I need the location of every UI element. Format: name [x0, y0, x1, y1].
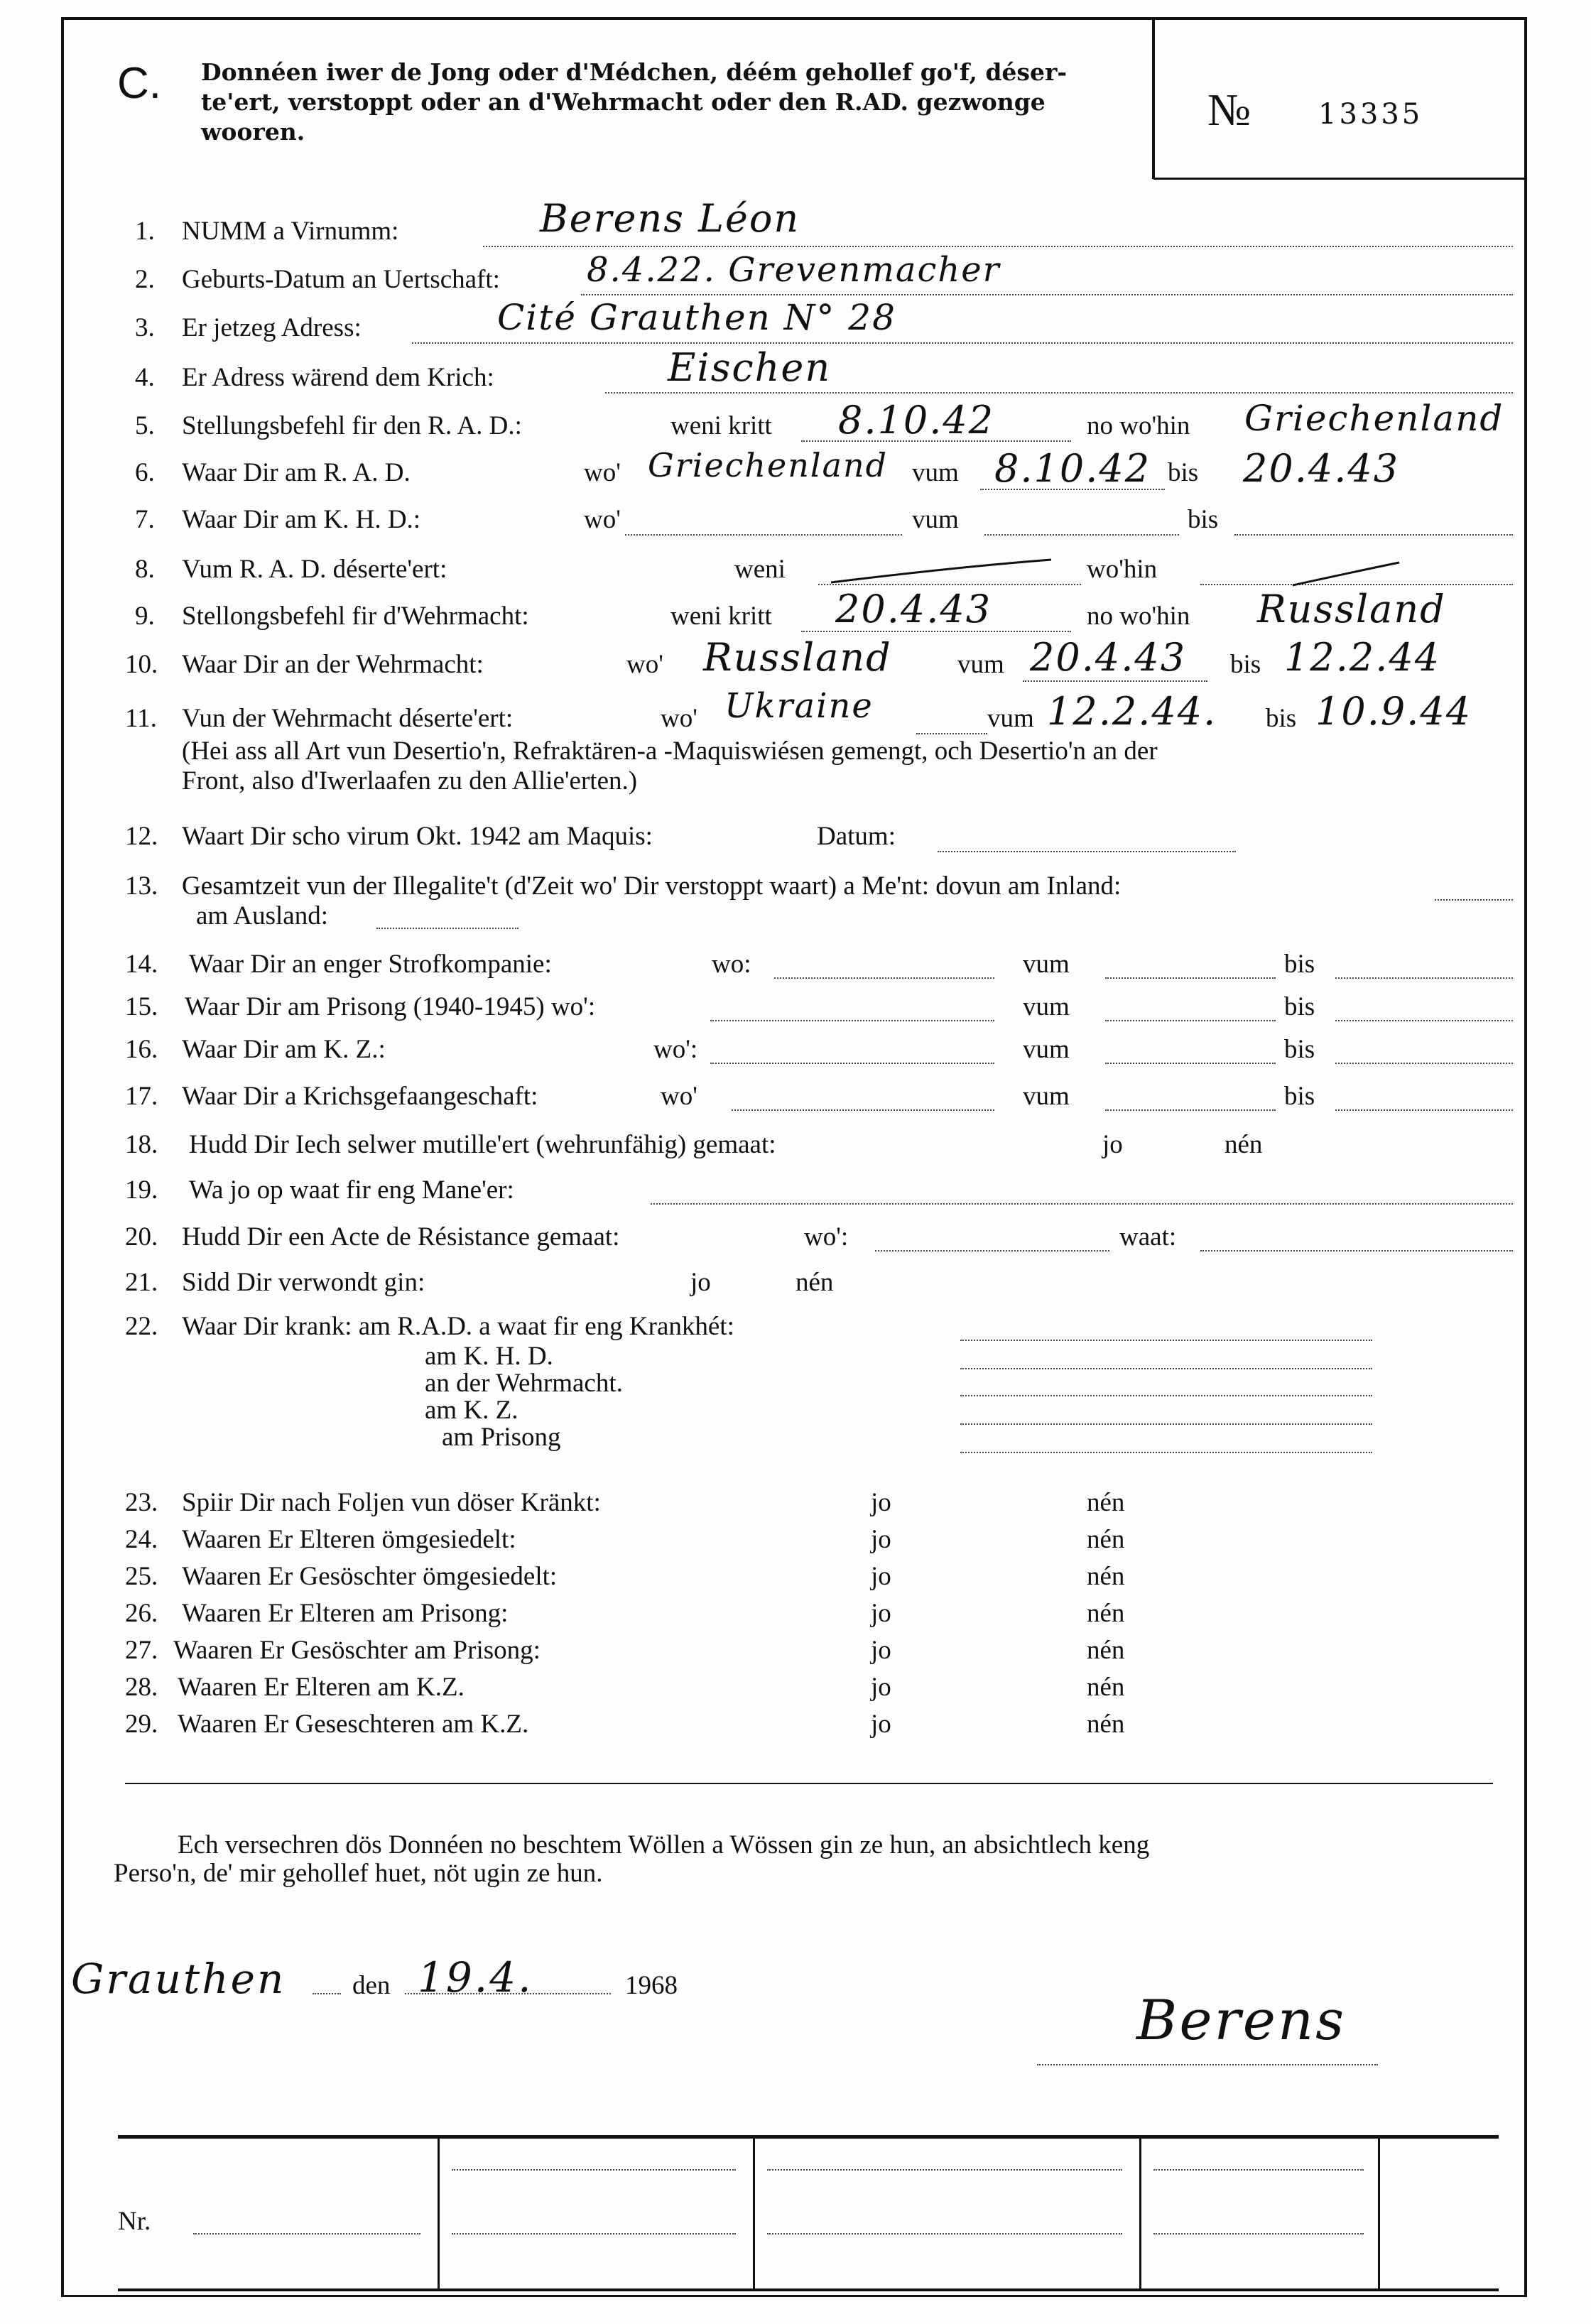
sick-sub4: am Prisong — [442, 1423, 561, 1452]
row-label: Er Adress wärend dem Krich: — [182, 363, 494, 392]
row-label: Waar Dir krank: am R.A.D. a waat fir eng Krankhét: — [182, 1312, 734, 1341]
row-number: 10. — [125, 650, 158, 679]
to-label: bis — [1284, 1082, 1315, 1111]
row-label: Waar Dir am K. Z.: — [182, 1035, 386, 1064]
yes-option: jo — [871, 1599, 891, 1628]
where-label: wo'hin — [1087, 555, 1158, 584]
row-dotted-line — [875, 1250, 1109, 1251]
row-dotted-line — [1200, 1250, 1513, 1251]
wehrmacht-place-handwritten: Russland — [703, 635, 892, 680]
wehrmacht-order-date-handwritten: 20.4.43 — [835, 587, 992, 631]
signature: Berens — [1136, 1989, 1347, 2053]
row-number: 2. — [135, 265, 155, 294]
row-dotted-line — [1105, 1063, 1276, 1064]
footer-dotted-line — [452, 2169, 736, 2171]
row-dotted-line — [1105, 977, 1276, 979]
row-label: Waar Dir an der Wehrmacht: — [182, 650, 484, 679]
row11-note-line2: Front, also d'Iwerlaafen zu den Allie'erten.) — [182, 766, 638, 796]
row-label: Vum R. A. D. déserte'ert: — [182, 555, 447, 584]
footer-dotted-line — [767, 2169, 1122, 2171]
row-dotted-line — [1023, 680, 1207, 682]
from-label: vum — [1023, 950, 1070, 979]
row-dotted-line — [605, 392, 1513, 393]
yes-option: jo — [871, 1525, 891, 1554]
date-label: Datum: — [817, 822, 896, 851]
row-dotted-line — [710, 1063, 994, 1064]
row-dotted-line — [376, 928, 518, 929]
row-number: 25. — [125, 1562, 158, 1591]
row-label: Er jetzeg Adress: — [182, 313, 362, 342]
place-dotted-line — [313, 1993, 341, 1994]
wehrmacht-to-handwritten: 12.2.44 — [1284, 635, 1441, 680]
row-dotted-line — [960, 1452, 1372, 1453]
where-label: wo' — [661, 1082, 697, 1111]
when-label: weni kritt — [670, 411, 772, 440]
row-number: 4. — [135, 363, 155, 392]
row-number: 24. — [125, 1525, 158, 1554]
row-label: Waaren Er Gesöschter am Prisong: — [173, 1636, 541, 1665]
date-handwritten: 19.4. — [418, 1953, 533, 2002]
from-label: vum — [1023, 992, 1070, 1021]
no-option: nén — [1087, 1673, 1125, 1702]
row-number: 27. — [125, 1636, 158, 1665]
from-label: vum — [957, 650, 1004, 679]
rad-order-place-handwritten: Griechenland — [1244, 398, 1504, 439]
row-dotted-line — [625, 534, 902, 536]
row-label: Waar Dir am R. A. D. — [182, 458, 411, 487]
row-number: 16. — [125, 1035, 158, 1064]
row-number: 9. — [135, 602, 155, 631]
row-dotted-line — [1335, 1020, 1513, 1021]
yes-option: jo — [871, 1488, 891, 1517]
row-dotted-line — [651, 1203, 1513, 1205]
year: 1968 — [625, 1971, 678, 2000]
where-label: wo': — [653, 1035, 698, 1064]
abroad-label: am Ausland: — [196, 901, 329, 930]
row-number: 5. — [135, 411, 155, 440]
row-dotted-line — [984, 534, 1179, 536]
no-option: nén — [1087, 1599, 1125, 1628]
wehrmacht-order-place-handwritten: Russland — [1257, 587, 1446, 631]
row-label: Waaren Er Elteren am K.Z. — [178, 1673, 465, 1702]
row-label: Wa jo op waat fir eng Mane'er: — [189, 1175, 514, 1205]
row-dotted-line — [581, 294, 1513, 295]
row-number: 11. — [125, 704, 157, 733]
rad-from-handwritten: 8.10.42 — [994, 446, 1151, 491]
row-dotted-line — [732, 1109, 994, 1111]
row-dotted-line — [774, 977, 994, 979]
row-dotted-line — [1435, 899, 1513, 901]
footer-dotted-line — [1153, 2169, 1364, 2171]
row-number: 15. — [125, 992, 158, 1021]
no-option: nén — [796, 1268, 834, 1297]
row-number: 14. — [125, 950, 158, 979]
row-dotted-line — [1335, 1063, 1513, 1064]
where-label: wo': — [804, 1222, 849, 1251]
row-dotted-line — [412, 342, 1513, 344]
from-label: vum — [1023, 1035, 1070, 1064]
row-dotted-line — [960, 1395, 1372, 1396]
what-label: waat: — [1119, 1222, 1177, 1251]
row-label: Hudd Dir een Acte de Résistance gemaat: — [182, 1222, 620, 1251]
where-label: wo: — [712, 950, 751, 979]
section-letter: C. — [117, 59, 161, 108]
row-dotted-line — [710, 1020, 994, 1021]
rad-place-handwritten: Griechenland — [648, 446, 889, 484]
no-option: nén — [1087, 1710, 1125, 1739]
birth-handwritten: 8.4.22. Grevenmacher — [587, 250, 1001, 290]
footer-dotted-line — [767, 2233, 1122, 2235]
no-option: nén — [1087, 1562, 1125, 1591]
row-label: Waaren Er Elteren am Prisong: — [182, 1599, 509, 1628]
row-number: 20. — [125, 1222, 158, 1251]
rad-to-handwritten: 20.4.43 — [1243, 446, 1400, 491]
row-number: 13. — [125, 872, 158, 901]
address-handwritten: Cité Grauthen N° 28 — [497, 297, 896, 338]
from-label: vum — [987, 704, 1034, 733]
no-option: nén — [1087, 1525, 1125, 1554]
header-title-line1: Donnéen iwer de Jong oder d'Médchen, déém gehollef go'f, déser- — [201, 58, 1068, 86]
row-dotted-line — [916, 733, 987, 734]
number-symbol: № — [1207, 85, 1251, 135]
row-number: 6. — [135, 458, 155, 487]
row-label: Waar Dir am Prisong (1940-1945) wo': — [185, 992, 596, 1021]
row-label: Vun der Wehrmacht déserte'ert: — [182, 704, 514, 733]
yes-option: jo — [871, 1710, 891, 1739]
yes-option: jo — [871, 1636, 891, 1665]
row-label: Waaren Er Elteren ömgesiedelt: — [182, 1525, 516, 1554]
header-divider — [1152, 17, 1155, 179]
row-dotted-line — [1105, 1020, 1276, 1021]
row-label: Waaren Er Geseschteren am K.Z. — [178, 1710, 529, 1739]
form-number: 13335 — [1318, 98, 1423, 131]
to-label: bis — [1266, 704, 1297, 733]
to-label: bis — [1168, 458, 1199, 487]
row-label: Geburts-Datum an Uertschaft: — [182, 265, 500, 294]
yes-option: jo — [690, 1268, 711, 1297]
row-label: Waaren Er Gesöschter ömgesiedelt: — [182, 1562, 558, 1591]
desertion-from-handwritten: 12.2.44. — [1047, 689, 1217, 734]
row-dotted-line — [960, 1368, 1372, 1369]
desertion-place-handwritten: Ukraine — [724, 686, 874, 726]
sick-sub3: am K. Z. — [425, 1396, 518, 1425]
declaration-line1: Ech versechren dös Donnéen no beschtem Wöllen a Wössen gin ze hun, an absichtlech keng — [178, 1830, 1150, 1859]
yes-option: jo — [871, 1562, 891, 1591]
row-label: Waar Dir a Krichsgefaangeschaft: — [182, 1082, 538, 1111]
row-label: NUMM a Virnumm: — [182, 217, 399, 246]
row-number: 26. — [125, 1599, 158, 1628]
row-dotted-line — [1335, 1109, 1513, 1111]
war-address-handwritten: Eischen — [668, 345, 832, 390]
sick-sub1: am K. H. D. — [425, 1342, 553, 1371]
to-label: bis — [1284, 950, 1315, 979]
rad-order-date-handwritten: 8.10.42 — [838, 398, 995, 442]
to-label: bis — [1284, 1035, 1315, 1064]
row-label: Sidd Dir verwondt gin: — [182, 1268, 425, 1297]
row-number: 28. — [125, 1673, 158, 1702]
row-dotted-line — [960, 1340, 1372, 1341]
row-number: 8. — [135, 555, 155, 584]
row-dotted-line — [1105, 1109, 1276, 1111]
desertion-to-handwritten: 10.9.44 — [1315, 689, 1472, 734]
no-option: nén — [1225, 1130, 1263, 1159]
where-label: no wo'hin — [1087, 602, 1190, 631]
footer-dotted-line — [193, 2233, 420, 2235]
row-label: Stellongsbefehl fir d'Wehrmacht: — [182, 602, 529, 631]
row-number: 21. — [125, 1268, 158, 1297]
section-separator — [125, 1783, 1493, 1784]
row-number: 18. — [125, 1130, 158, 1159]
to-label: bis — [1284, 992, 1315, 1021]
row-label: Spiir Dir nach Foljen vun döser Kränkt: — [182, 1488, 601, 1517]
row-label: Hudd Dir Iech selwer mutille'ert (wehrunfähig) gemaat: — [189, 1130, 776, 1159]
no-option: nén — [1087, 1488, 1125, 1517]
header-number-underline — [1153, 178, 1527, 180]
sick-sub2: an der Wehrmacht. — [425, 1369, 623, 1398]
wehrmacht-from-handwritten: 20.4.43 — [1030, 635, 1187, 680]
where-label: wo' — [661, 704, 697, 733]
no-option: nén — [1087, 1636, 1125, 1665]
header-title-line2: te'ert, verstoppt oder an d'Wehrmacht oder den R.AD. gezwonge — [201, 88, 1046, 116]
from-label: vum — [912, 458, 959, 487]
place-handwritten: Grauthen — [71, 1955, 286, 2003]
row-number: 29. — [125, 1710, 158, 1739]
where-label: wo' — [584, 505, 621, 534]
den-label: den — [352, 1971, 391, 2000]
footer-dotted-line — [1153, 2233, 1364, 2235]
header-title-line3: wooren. — [201, 118, 305, 146]
to-label: bis — [1230, 650, 1261, 679]
row-number: 3. — [135, 313, 155, 342]
footer-dotted-line — [452, 2233, 736, 2235]
where-label: wo' — [626, 650, 663, 679]
footer-col-divider — [753, 2138, 755, 2290]
from-label: vum — [912, 505, 959, 534]
footer-col-divider — [1378, 2138, 1380, 2290]
footer-bottom-rule — [118, 2288, 1499, 2291]
row-label: Gesamtzeit vun der Illegalite't (d'Zeit wo' Dir verstoppt waart) a Me'nt: dovun am Inland: — [182, 872, 1122, 901]
yes-option: jo — [871, 1673, 891, 1702]
name-handwritten: Berens Léon — [540, 196, 800, 241]
row-dotted-line — [938, 851, 1236, 852]
row-label: Stellungsbefehl fir den R. A. D.: — [182, 411, 522, 440]
row-dotted-line — [960, 1423, 1372, 1425]
when-label: weni kritt — [670, 602, 772, 631]
row-number: 1. — [135, 217, 155, 246]
row11-note-line1: (Hei ass all Art vun Desertio'n, Refraktären-a -Maquiswiésen gemengt, och Desertio'n an der — [182, 737, 1158, 766]
from-label: vum — [1023, 1082, 1070, 1111]
footer-col-divider — [438, 2138, 440, 2290]
row-number: 23. — [125, 1488, 158, 1517]
row-number: 12. — [125, 822, 158, 851]
signature-line — [1037, 2064, 1378, 2065]
where-label: no wo'hin — [1087, 411, 1190, 440]
row-number: 22. — [125, 1312, 158, 1341]
row-number: 17. — [125, 1082, 158, 1111]
row-label: Waar Dir am K. H. D.: — [182, 505, 421, 534]
when-label: weni — [734, 555, 786, 584]
row-label: Waart Dir scho virum Okt. 1942 am Maquis: — [182, 822, 653, 851]
to-label: bis — [1188, 505, 1219, 534]
yes-option: jo — [1102, 1130, 1123, 1159]
declaration-line2: Perso'n, de' mir gehollef huet, nöt ugin ze hun. — [114, 1859, 603, 1888]
footer-top-rule — [118, 2135, 1499, 2139]
row-number: 19. — [125, 1175, 158, 1205]
row-label: Waar Dir an enger Strofkompanie: — [189, 950, 552, 979]
footer-col-divider — [1139, 2138, 1141, 2290]
row-number: 7. — [135, 505, 155, 534]
row-dotted-line — [1234, 534, 1513, 536]
where-label: wo' — [584, 458, 621, 487]
footer-nr-label: Nr. — [118, 2207, 151, 2236]
row-dotted-line — [483, 246, 1513, 247]
row-dotted-line — [1335, 977, 1513, 979]
